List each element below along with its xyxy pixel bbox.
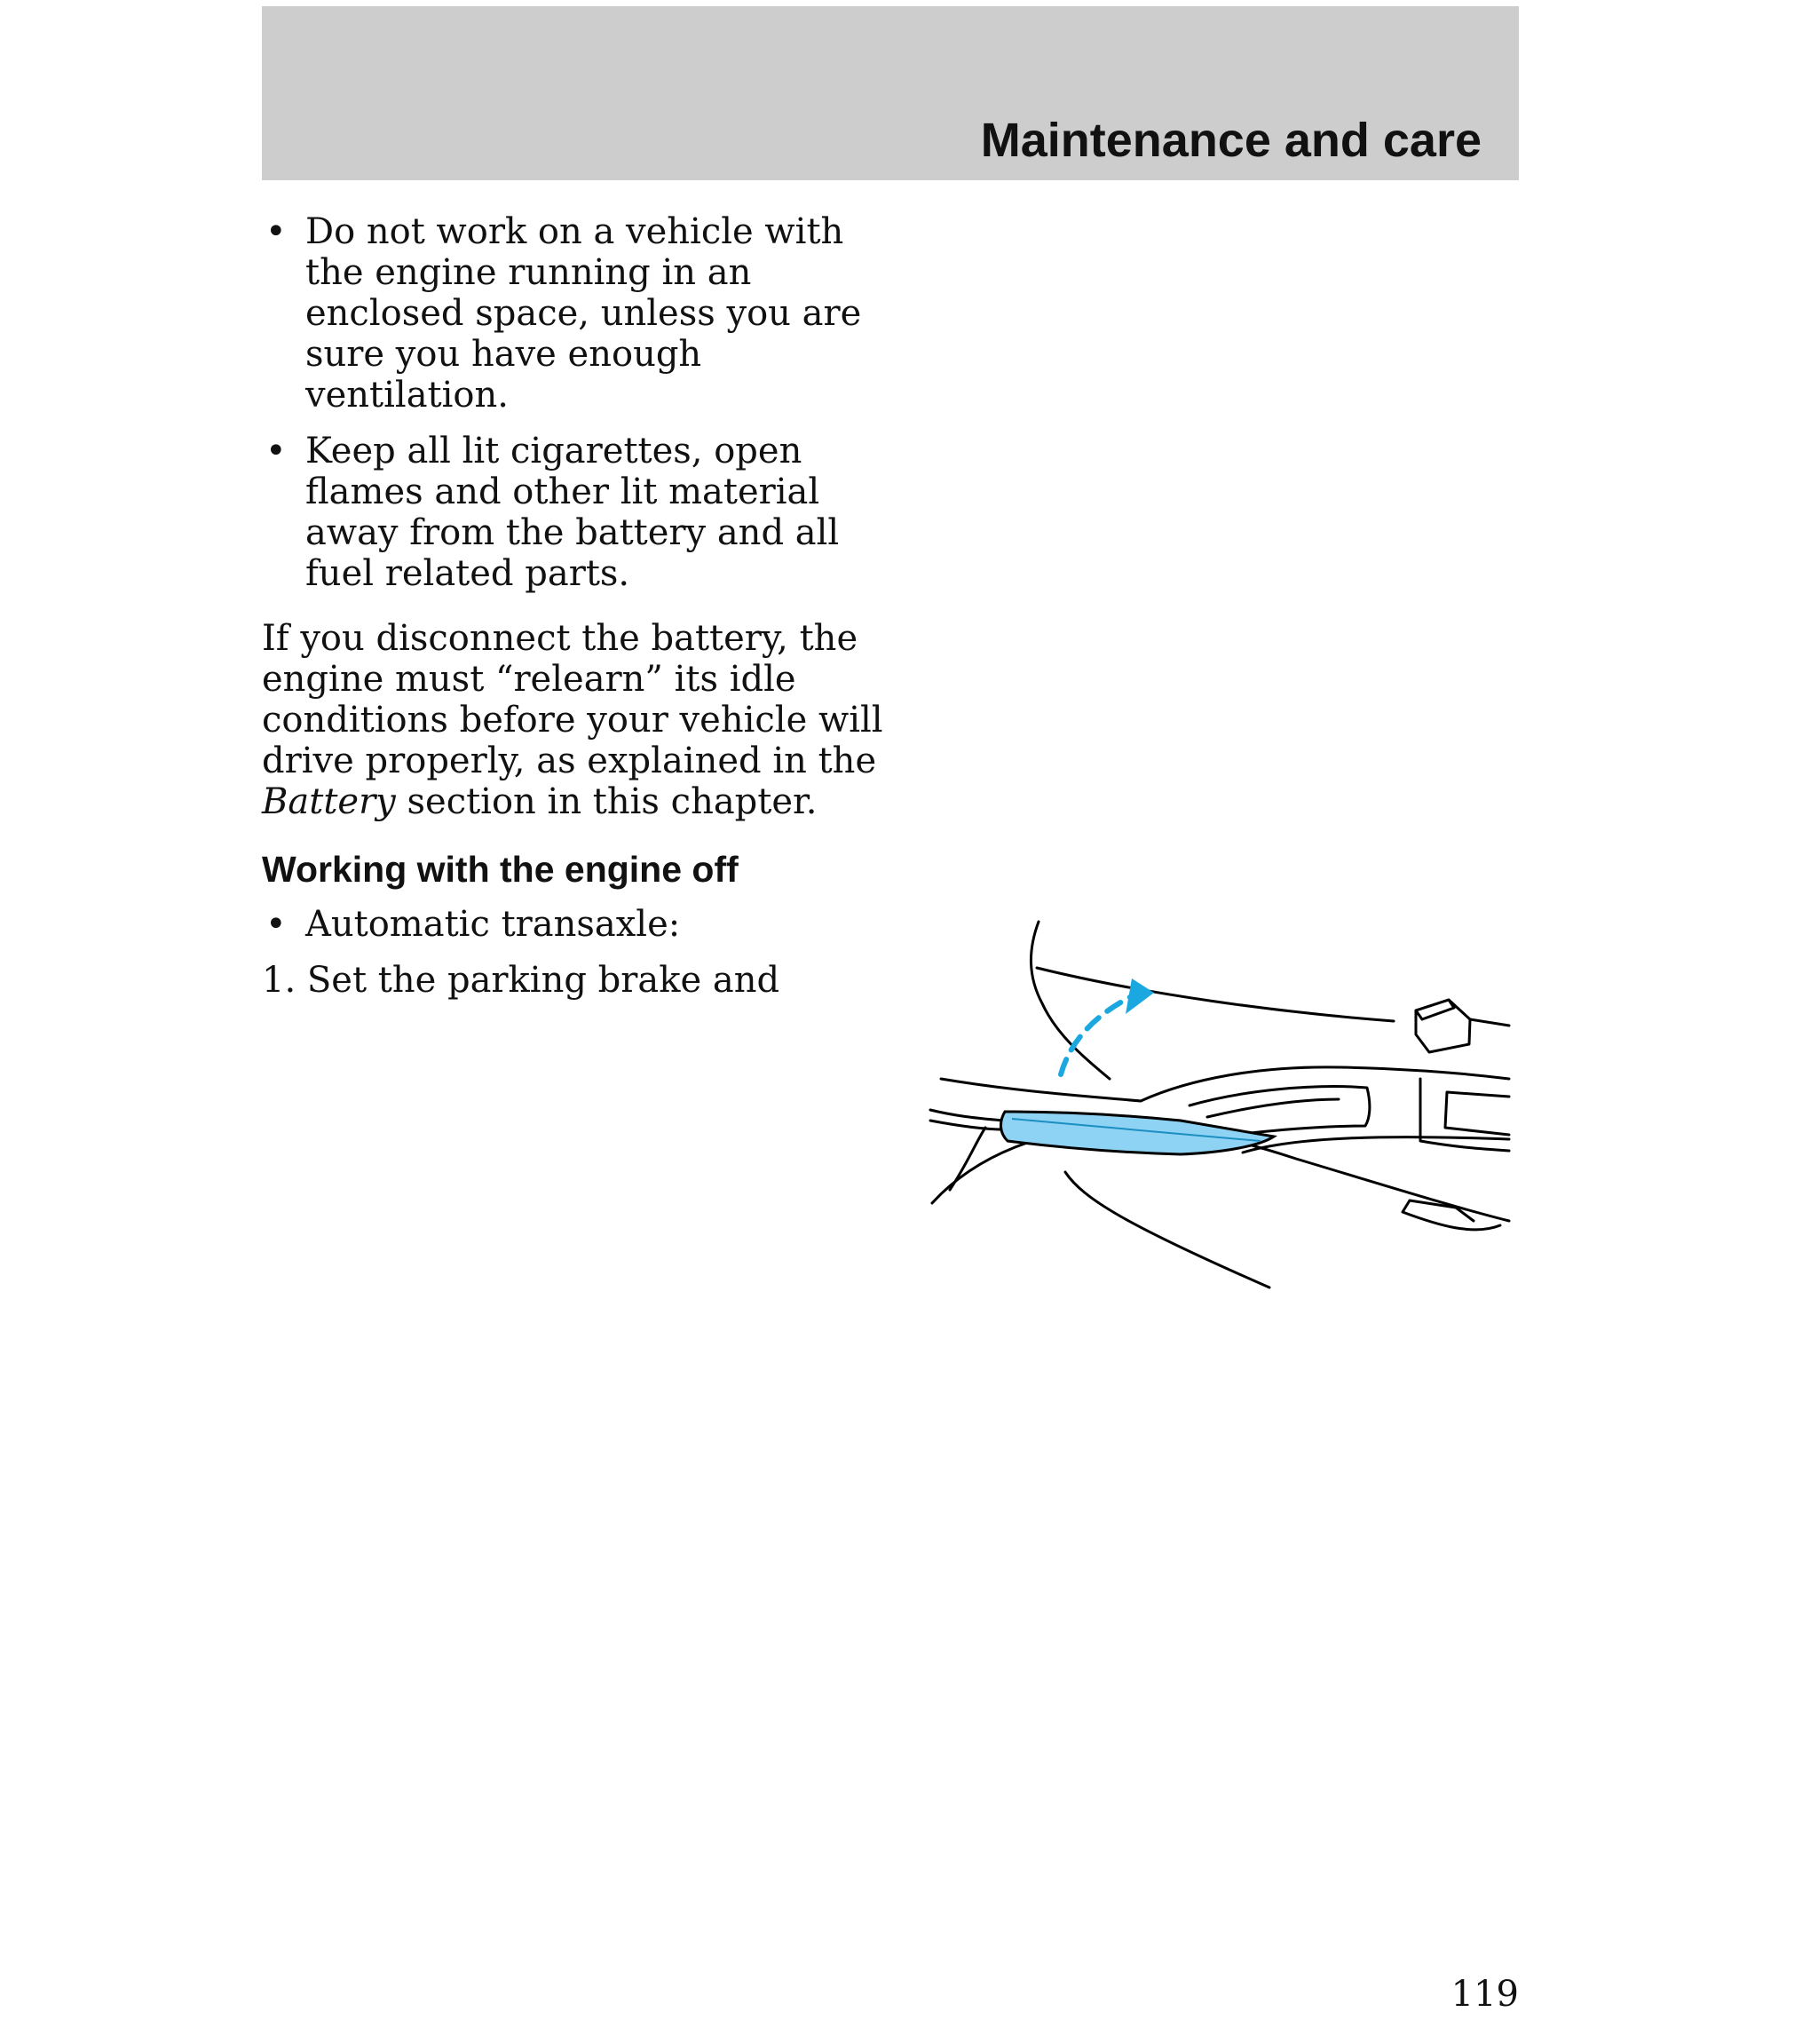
brake-slot-inner	[1207, 1099, 1339, 1117]
bullet-text: Automatic transaxle:	[305, 904, 681, 945]
seat-lower-inner	[1065, 1172, 1269, 1287]
cable-upper	[930, 1110, 1003, 1121]
section-heading: Working with the engine off	[262, 849, 739, 890]
paragraph-text-end: section in this chapter.	[395, 781, 818, 822]
console-upper-outline	[1031, 922, 1110, 1079]
list-item	[262, 431, 883, 594]
parking-brake-illustration	[923, 915, 1522, 1305]
bullet-text: Keep all lit cigarettes, open flames and other lit material away from the battery and all fuel related parts.	[305, 431, 840, 594]
page-number: 119	[1450, 1974, 1519, 2015]
release-arrow-dashes	[1061, 996, 1132, 1074]
console-button-top	[1416, 1000, 1454, 1019]
list-item	[262, 904, 883, 945]
battery-reference: Battery	[262, 781, 396, 822]
bullet-icon: •	[265, 211, 287, 252]
bullet-icon: •	[265, 431, 287, 471]
chapter-title: Maintenance and care	[980, 114, 1482, 167]
paragraph-text: If you disconnect the battery, the engine must “relearn” its idle conditions before your vehicle will drive properly, as explained in the	[262, 618, 883, 781]
step-item: 1. Set the parking brake and	[262, 960, 780, 1001]
bullet-text: Do not work on a vehicle with the engine running in an enclosed space, unless you are sure you have enough ventilation.	[305, 211, 862, 416]
console-slot	[1445, 1092, 1509, 1135]
cable-curve	[950, 1128, 985, 1190]
release-arrow-head	[1126, 978, 1154, 1014]
main-content	[262, 211, 883, 1001]
battery-paragraph	[262, 618, 883, 822]
brake-lever-highlight	[1000, 1112, 1274, 1154]
console-lower-right	[1243, 1137, 1509, 1153]
console-top-line	[1037, 968, 1394, 1021]
list-item	[262, 211, 883, 416]
bullet-icon: •	[265, 904, 287, 945]
header-band	[262, 6, 1519, 180]
cable-lower	[930, 1121, 1003, 1129]
